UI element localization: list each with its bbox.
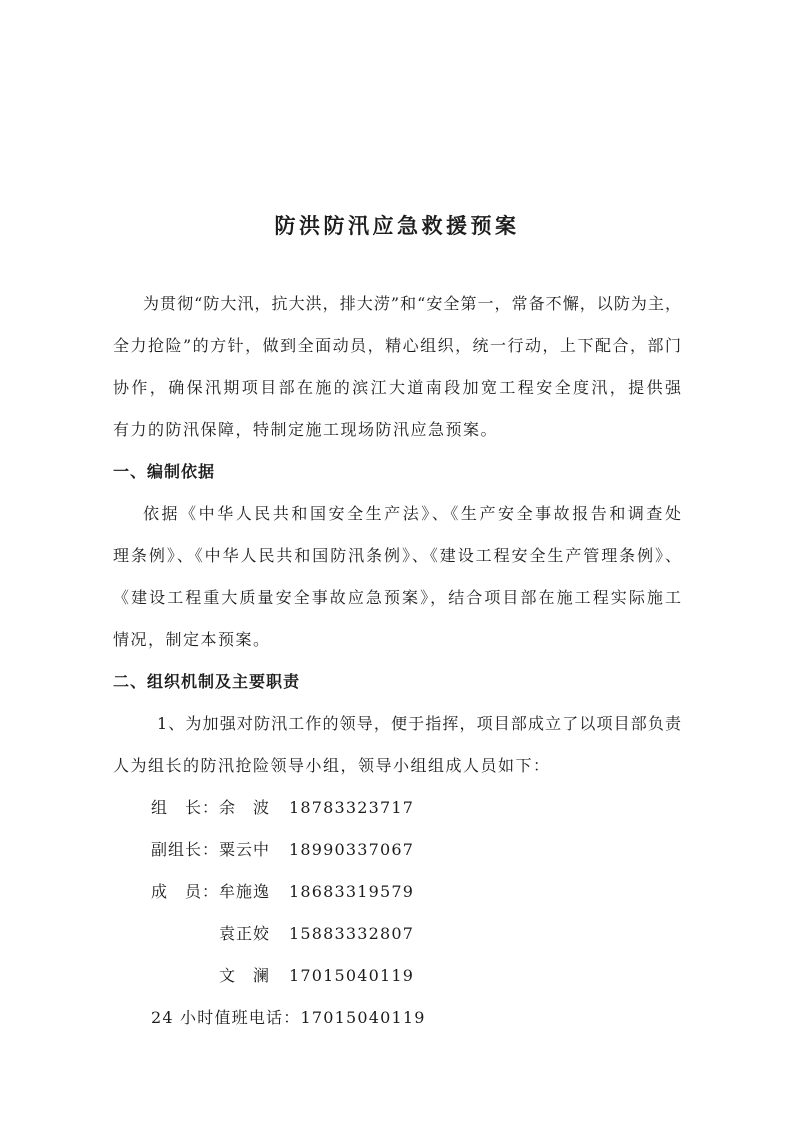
roster-row-member	[113, 871, 681, 913]
basis-line: 依据《中华人民共和国安全生产法》、《生产安全事故报告和调查处	[143, 504, 681, 523]
duty-phone-number: 17015040119	[300, 1008, 426, 1027]
roster-phone: 18990337067	[289, 840, 415, 859]
document-title: 防洪防汛应急救援预案	[274, 213, 520, 238]
roster-role: 成 员：	[151, 882, 220, 901]
intro-paragraph	[113, 283, 681, 451]
section-heading-basis: 一、编制依据	[113, 462, 216, 481]
document-content	[113, 205, 681, 1039]
intro-line: 有力的防汛保障，特制定施工现场防汛应急预案。	[113, 420, 499, 439]
basis-paragraph	[113, 493, 681, 661]
intro-line: 协作，确保汛期项目部在施的滨江大道南段加宽工程安全度汛，提供强	[113, 378, 681, 397]
basis-line: 情况，制定本预案。	[113, 630, 271, 649]
roster-row-deputy-leader	[113, 829, 681, 871]
roster-phone: 15883332807	[289, 924, 415, 943]
intro-line: 为贯彻“防大汛，抗大洪，排大涝”和“安全第一，常备不懈，以防为主，	[143, 294, 681, 313]
leader-roster	[113, 787, 681, 997]
roster-phone: 18683319579	[289, 882, 415, 901]
roster-role: 副组长：	[151, 840, 220, 859]
roster-phone: 17015040119	[289, 966, 415, 985]
duty-phone-label: 24 小时值班电话：	[151, 1008, 301, 1027]
organization-line: 1、为加强对防汛工作的领导，便于指挥，项目部成立了以项目部负责	[157, 714, 681, 733]
intro-line: 全力抢险”的方针，做到全面动员，精心组织，统一行动，上下配合，部门	[113, 336, 681, 355]
section-heading-organization: 二、组织机制及主要职责	[113, 672, 301, 691]
roster-row-leader	[113, 787, 681, 829]
basis-line: 理条例》、《中华人民共和国防汛条例》、《建设工程安全生产管理条例》、	[113, 546, 681, 565]
roster-name: 余 波	[219, 798, 271, 817]
roster-role: 组 长：	[151, 798, 220, 817]
roster-row-member	[113, 955, 681, 997]
roster-name: 文 澜	[219, 966, 271, 985]
roster-name: 袁正姣	[219, 924, 271, 943]
roster-name: 牟施逸	[219, 882, 271, 901]
organization-paragraph	[113, 703, 681, 787]
basis-line: 《建设工程重大质量安全事故应急预案》，结合项目部在施工程实际施工	[113, 588, 681, 607]
roster-row-member	[113, 913, 681, 955]
roster-phone: 18783323717	[289, 798, 415, 817]
duty-phone-line	[113, 997, 681, 1039]
organization-line: 人为组长的防汛抢险领导小组，领导小组组成人员如下：	[113, 756, 551, 775]
roster-name: 粟云中	[219, 840, 271, 859]
